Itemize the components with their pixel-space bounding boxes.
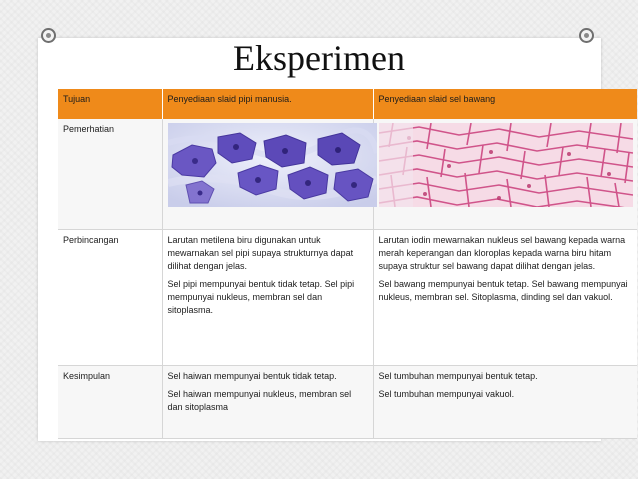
row-label: Kesimpulan xyxy=(58,366,162,439)
header-cheek-slide: Penyediaan slaid pipi manusia. xyxy=(162,89,373,119)
onion-discussion-text: Sel bawang mempunyai bentuk tetap. Sel bawang mempunyai nukleus, membran sel. Sitoplasma, dinding sel dan vakuol. xyxy=(378,279,628,302)
row-label: Perbincangan xyxy=(58,230,162,366)
cheek-cells-micrograph xyxy=(168,123,377,207)
header-onion-slide: Penyediaan slaid sel bawang xyxy=(373,89,637,119)
cheek-observation-cell xyxy=(162,119,373,230)
onion-conclusion-text: Sel tumbuhan mempunyai bentuk tetap. xyxy=(378,371,538,381)
header-tujuan: Tujuan xyxy=(58,89,162,119)
slide-title: Eksperimen xyxy=(233,38,405,78)
table-row xyxy=(58,119,637,230)
table-header-row xyxy=(58,89,637,119)
experiment-table xyxy=(58,89,637,439)
table-row xyxy=(58,230,637,366)
table-row xyxy=(58,366,637,439)
cheek-discussion-text: Sel pipi mempunyai bentuk tidak tetap. Sel pipi mempunyai nukleus, membran sel dan sitoplasma. xyxy=(167,279,355,315)
cheek-discussion-cell xyxy=(162,230,373,366)
onion-conclusion-cell xyxy=(373,366,637,439)
row-label: Pemerhatian xyxy=(58,119,162,230)
onion-conclusion-text: Sel tumbuhan mempunyai vakuol. xyxy=(378,389,515,399)
cheek-conclusion-text: Sel haiwan mempunyai nukleus, membran sel dan sitoplasma xyxy=(167,389,352,412)
cheek-discussion-text: Larutan metilena biru digunakan untuk mewarnakan sel pipi supaya strukturnya dapat dilihat dengan jelas. xyxy=(167,235,354,271)
onion-cells-micrograph xyxy=(379,123,633,207)
cheek-conclusion-cell xyxy=(162,366,373,439)
onion-discussion-cell xyxy=(373,230,637,366)
cheek-conclusion-text: Sel haiwan mempunyai bentuk tidak tetap. xyxy=(167,371,337,381)
onion-observation-cell xyxy=(373,119,637,230)
onion-discussion-text: Larutan iodin mewarnakan nukleus sel bawang kepada warna merah keperangan dan kloroplas kepada warna biru hitam supaya struktur sel bawang dapat dilihat dengan jelas. xyxy=(378,235,626,271)
